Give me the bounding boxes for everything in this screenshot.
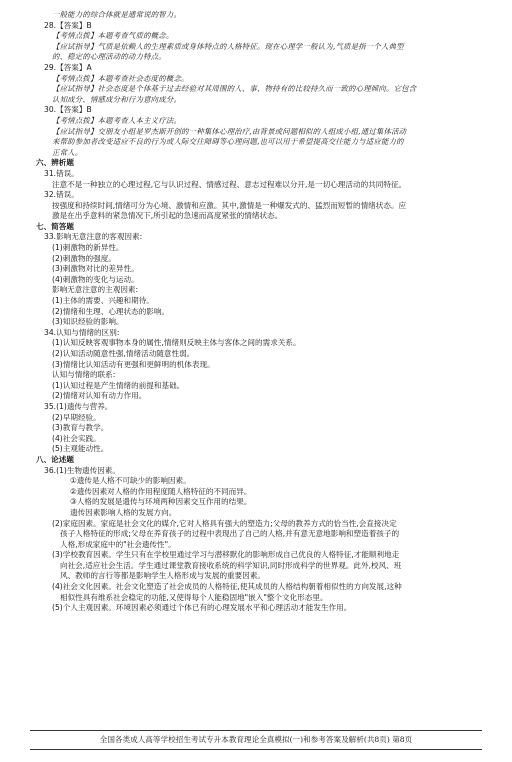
text-line: 【应试指导】交朋友小组是罗杰斯开创的一种集体心理治疗,由背景或问题相似的人组成小组,通过集体活动 [52, 126, 407, 136]
text-line: 29.【答案】A [44, 62, 92, 72]
text-line: 孩子人格特征的形成;父母在养育孩子的过程中表现出了自己的人格,并有意无意地影响和塑造着孩子的 [60, 529, 400, 539]
text-line: 【考情点拨】本题考查社会态度的概念。 [52, 73, 189, 83]
text-line: (3)知识经验的影响。 [52, 317, 124, 327]
text-line: 32.错误。 [44, 190, 79, 200]
text-line: (1)主体的需要、兴趣和期待。 [52, 296, 154, 306]
text-line: 【考情点拨】本题考查气质的概念。 [52, 31, 174, 41]
text-line: 遗传因素影响人格的发展方向。 [70, 507, 177, 517]
text-line: (1)刺激物的新异性。 [52, 243, 124, 253]
text-line: 六、辨析题 [36, 158, 74, 168]
text-line: 35.(1)遗传与营养。 [44, 401, 113, 411]
text-line: ②遗传因素对人格的作用程度随人格特征的不同而异。 [70, 486, 252, 496]
text-line: 认知成分、情感成分和行为意向成分。 [52, 94, 182, 104]
text-line: 正常人。 [52, 147, 83, 157]
text-line: 【应试指导】社会态度是个体基于过去经验对其周围的人、事、物持有的比较持久而一致的心理倾向。它包含 [52, 84, 417, 94]
text-line: 30.【答案】B [44, 105, 92, 115]
text-line: 一般能力的综合体就是通常说的智力。 [52, 10, 182, 19]
text-line: (5)主观能动性。 [52, 444, 109, 454]
text-line: 风、教师的言行等都是影响学生人格形成与发展的重要因素。 [60, 571, 266, 581]
text-line: 31.错误。 [44, 168, 79, 178]
text-line: (5)个人主观因素。环境因素必须通过个体已有的心理发展水平和心理活动才能发生作用。 [52, 603, 352, 613]
text-line: 【应试指导】气质是依赖人的生理素质或身体特点的人格特征。现在心理学一般认为,气质是指一个人典型 [52, 41, 404, 51]
text-line: (2)刺激物的强度。 [52, 253, 116, 263]
text-line: (1)认知反映客观事物本身的属性,情绪则反映主体与客体之间的需求关系。 [52, 338, 301, 348]
text-line: (4)刺激物的变化与运动。 [52, 274, 139, 284]
text-line: 八、论述题 [36, 454, 74, 464]
text-line: ①遗传是人格不可缺少的影响因素。 [70, 476, 191, 486]
text-line: (2)情绪对认知有动力作用。 [52, 391, 147, 401]
text-line: 28.【答案】B [44, 20, 92, 30]
text-line: 【考情点拨】本题考查人本主义疗法。 [52, 115, 182, 125]
page-footer: 全国各类成人高等学校招生考试专升本教育理论全真模拟(一)和参考答案及解析(共8页) 第8页 [30, 730, 482, 750]
text-line: (2)早期经验。 [52, 412, 101, 422]
text-line: ③人格的发展是遗传与环境两种因素交互作用的结果。 [70, 497, 252, 507]
text-line: (1)认知过程是产生情绪的前提和基础。 [52, 380, 185, 390]
answer-content [36, 10, 482, 614]
text-line: 向社会,适应社会生活。学生通过课堂教育接收系统的科学知识,同时形成科学的世界观。此外,校风、班 [60, 560, 402, 570]
text-line: (3)教育与教学。 [52, 423, 109, 433]
text-line: (4)社会实践。 [52, 433, 101, 443]
text-line: (2)情绪和生理、心理状态的影响。 [52, 306, 170, 316]
text-line: 的、稳定的心理活动的动力特点。 [52, 52, 166, 62]
text-line: 人格,形成家庭中的"社会遗传性"。 [60, 539, 176, 549]
text-line: 注意不是一种独立的心理过程,它与认识过程、情感过程、意志过程难以分开,是一切心理活动的共同特征。 [52, 179, 407, 189]
text-line: (2)认知活动随意性强,情绪活动随意性弱。 [52, 349, 195, 358]
text-line: (3)学校教育因素。学生只有在学校里通过学习与潜移默化的影响形成自己优良的人格特征,才能顺利地走 [52, 550, 400, 560]
text-line: 34.认知与情绪的区别: [44, 327, 120, 337]
text-line: (2)家庭因素。家庭是社会文化的媒介,它对人格具有强大的塑造力;父母的教养方式的恰当性,会直接决定 [52, 518, 397, 528]
text-line: 认知与情绪的联系: [52, 370, 116, 380]
text-line: 影响无意注意的主观因素: [52, 285, 139, 295]
text-line: (3)刺激物对比的差异性。 [52, 264, 139, 274]
text-line: 按强度和持续时间,情绪可分为心境、激情和应激。其中,激情是一种爆发式的、猛烈而短暂的情绪状态。应 [52, 200, 407, 210]
text-line: 七、简答题 [36, 221, 74, 231]
text-line: (3)情绪比认知活动有更强和更鲜明的机体表现。 [52, 359, 215, 369]
text-line: 激是在出乎意料的紧急情况下,所引起的急速而高度紧张的情绪状态。 [52, 211, 283, 221]
text-line: 33.影响无意注意的客观因素: [44, 232, 143, 242]
text-line: 来帮助参加者改变适应不良的行为或人际交往障碍等心理问题,也可以用于希望提高交往能力与适应能力的 [52, 137, 404, 147]
text-line: 36.(1)生物遗传因素。 [44, 465, 120, 475]
text-line: 相似性具有维系社会稳定的功能,又使得每个人能稳固地"嵌入"整个文化形态里。 [60, 592, 328, 602]
text-line: (4)社会文化因素。社会文化塑造了社会成员的人格特征,使其成员的人格结构朝着相似性的方向发展,这种 [52, 582, 402, 592]
